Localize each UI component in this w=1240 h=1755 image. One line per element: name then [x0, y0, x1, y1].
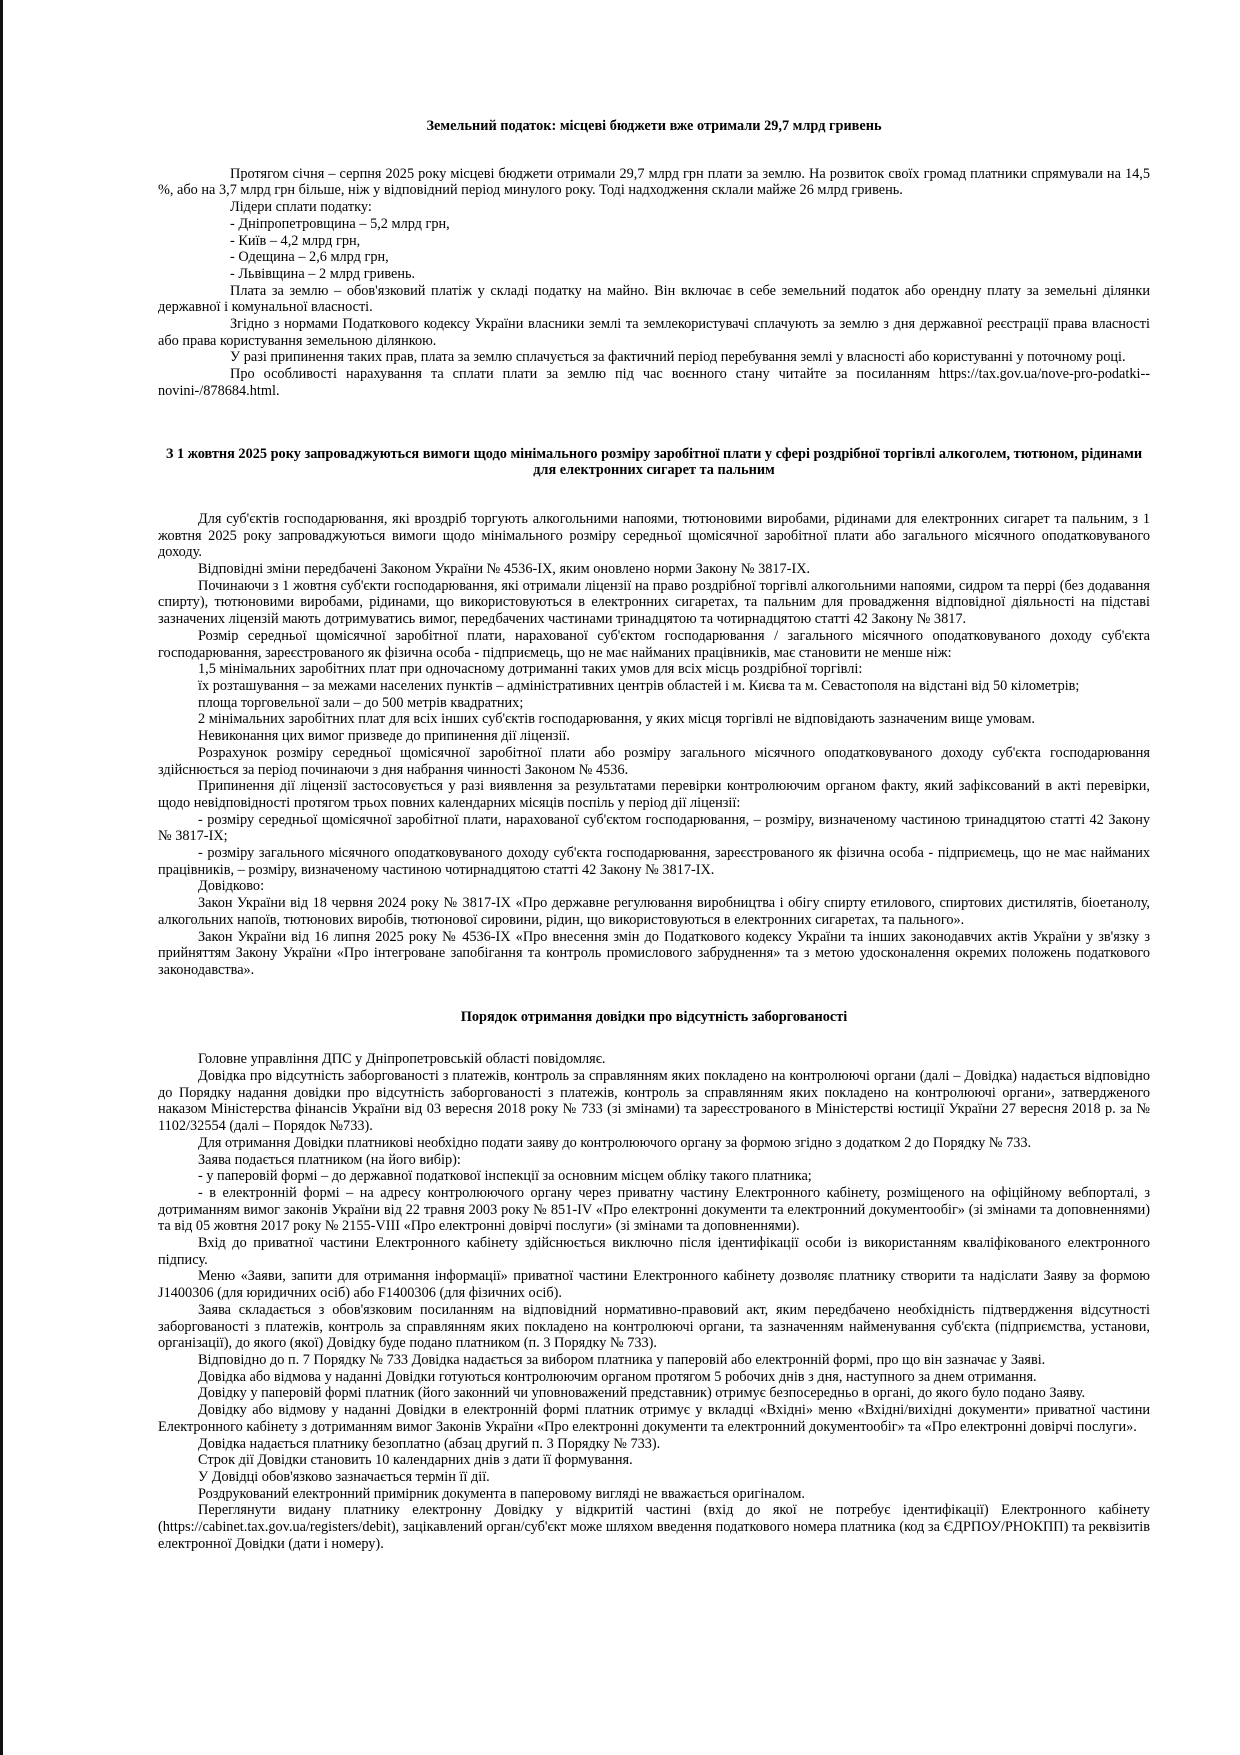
- paragraph: Головне управління ДПС у Дніпропетровській області повідомляє.: [198, 1051, 606, 1068]
- paragraph: Довідка про відсутність заборгованості з платежів, контроль за справлянням яких покладено на контролюючі органи (далі – Довідка) надається відповідно до Порядку надання довідки про відсутність заборгованості з платежів, контроль за справлянням яких покладено на контролюючі органи», затвердженого наказом Міністерства фінансів України від 03 вересня 2018 року № 733 (зі змінами) та зареєстрованого в Міністерстві юстиції України 27 вересня 2018 р. за № 1102/32554 (далі – Порядок №733).: [158, 1068, 1150, 1135]
- paragraph: - Київ – 4,2 млрд грн,: [230, 232, 361, 249]
- paragraph: Починаючи з 1 жовтня суб'єкти господарювання, які отримали ліцензії на право роздрібної торгівлі алкогольними напоями, сидром та перрі (без додавання спирту), тютюновими виробами, рідинами, що використовуються в електронних сигаретах, та пальним для провадження відповідної діяльності на підставі зазначених ліцензій мають дотримуватись вимог, передбачених частинами тринадцятою та чотирнадцятою статті 42 Закону № 3817.: [158, 577, 1150, 628]
- paragraph: У разі припинення таких прав, плата за землю сплачується за фактичний період перебування землі у власності або користуванні у поточному році.: [230, 349, 1126, 366]
- paragraph: У Довідці обов'язково зазначається термін її дії.: [198, 1468, 490, 1485]
- paragraph: Роздрукований електронний примірник документа в паперовому вигляді не вважається оригіналом.: [198, 1485, 805, 1502]
- paragraph: Переглянути видану платнику електронну Довідку у відкритій частині (вхід до якої не потребує ідентифікації) Електронного кабінету (https://cabinet.tax.gov.ua/registers/debit), зацікавлений орган/суб'єкт може шляхом введення податкового номера платника (код за ЄДРПОУ/РНОКПП) та реквізитів електронної Довідки (дати і номеру).: [158, 1502, 1150, 1552]
- paragraph: Плата за землю – обов'язковий платіж у складі податку на майно. Він включає в себе земельний податок або орендну плату за земельні ділянки державної і комунальної власності.: [158, 282, 1150, 316]
- paragraph: Згідно з нормами Податкового кодексу України власники землі та землекористувачі сплачують за землю з дня державної реєстрації права власності або права користування земельною ділянкою.: [158, 316, 1150, 349]
- paragraph: Довідково:: [198, 878, 265, 895]
- paragraph: - в електронній формі – на адресу контролюючого органу через приватну частину Електронного кабінету, розміщеного на офіційному вебпорталі, з дотриманням вимог законів України від 22 травня 2003 року № 851-IV «Про електронні документи та електронний документообіг» (зі змінами та доповненнями) та від 05 жовтня 2017 року № 2155-VIII «Про електронні довірчі послуги» (зі змінами та доповненнями).: [158, 1184, 1150, 1235]
- section-min-wage-requirements: [158, 446, 1150, 979]
- paragraph: Довідку у паперовій формі платник (його законний чи уповноважений представник) отримує безпосередньо в органі, до якого було подано Заяву.: [198, 1385, 1086, 1402]
- paragraph: - Львівщина – 2 млрд гривень.: [230, 265, 416, 282]
- paragraph: їх розташування – за межами населених пунктів – адміністративних центрів областей і м. Києва та м. Севастополя на відстані від 50 кілометрів;: [198, 677, 1080, 694]
- paragraph: Заява подається платником (на його вибір):: [198, 1151, 461, 1168]
- paragraph: Закон України від 16 липня 2025 року № 4536-IX «Про внесення змін до Податкового кодексу України та інших законодавчих актів України у зв'язку з прийняттям Закону України «Про інтегроване запобігання та контроль промислового забруднення» та з метою удосконалення окремих положень податкового законодавства».: [158, 928, 1150, 978]
- paragraph: 2 мінімальних заробітних плат для всіх інших суб'єктів господарювання, у яких місця торгівлі не відповідають зазначеним вище умовам.: [198, 711, 1035, 728]
- paragraph: Припинення дії ліцензії застосовується у разі виявлення за результатами перевірки контролюючим органом факту, який зафіксований в акті перевірки, щодо невідповідності протягом трьох повних календарних місяців поспіль у період дії ліцензії:: [158, 778, 1150, 811]
- section-title-land-tax: Земельний податок: місцеві бюджети вже отримали 29,7 млрд гривень: [426, 118, 882, 134]
- paragraph: - у паперовій формі – до державної податкової інспекції за основним місцем обліку такого платника;: [198, 1168, 812, 1185]
- paragraph: 1,5 мінімальних заробітних плат при одночасному дотриманні таких умов для всіх місць роздрібної торгівлі:: [198, 661, 863, 678]
- section-title-debt-certificate: Порядок отримання довідки про відсутність заборгованості: [460, 1008, 848, 1025]
- paragraph: Заява складається з обов'язковим посиланням на відповідний нормативно-правовий акт, яким передбачено необхідність підтвердження відсутності заборгованості з платежів, контроль за справлянням яких покладено на контролюючі органи, та зазначенням найменування суб'єкта (підприємства, установи, організації), до якого (якої) Довідку буде подано платником (п. 3 Порядку № 733).: [158, 1301, 1150, 1352]
- paragraph: Лідери сплати податку:: [230, 199, 372, 216]
- paragraph: Строк дії Довідки становить 10 календарних днів з дати її формування.: [198, 1452, 633, 1469]
- paragraph: Довідку або відмову у наданні Довідки в електронній формі платник отримує у вкладці «Вхідні» меню «Вхідні/вихідні документи» приватної частини Електронного кабінету з дотриманням вимог Законів України «Про електронні документи та електронний документообіг» та «Про електронні довірчі послуги».: [158, 1402, 1150, 1435]
- paragraph: Розрахунок розміру середньої щомісячної заробітної плати або розміру загального місячного оподатковуваного доходу суб'єкта господарювання здійснюється за період починаючи з дня набрання чинності Законом № 4536.: [158, 744, 1150, 778]
- paragraph: Закон України від 18 червня 2024 року № 3817-IX «Про державне регулювання виробництва і обігу спирту етилового, спиртових дистилятів, біоетанолу, алкогольних напоїв, тютюнових виробів, тютюнової сировини, рідин, що використовуються в електронних сигаретах, та пального».: [158, 895, 1150, 928]
- paragraph: Відповідно до п. 7 Порядку № 733 Довідка надається за вибором платника у паперовій або електронній формі, про що він зазначає у Заяві.: [198, 1352, 1046, 1368]
- paragraph: - розміру загального місячного оподатковуваного доходу суб'єкта господарювання, зареєстрованого як фізична особа - підприємець, що не має найманих працівників, – розміру, визначеному частиною чотирнадцятою статті 42 Закону № 3817-IX.: [158, 845, 1150, 878]
- section-title-min-wage-requirements: З 1 жовтня 2025 року запроваджуються вимоги щодо мінімального розміру заробітної плати у сфері роздрібної торгівлі алкоголем, тютюном, рідинами для електронних сигарет та пальним: [165, 445, 1143, 479]
- paragraph: Довідка або відмова у наданні Довідки готуються контролюючим органом протягом 5 робочих днів з дня, наступного за днем отримання.: [198, 1368, 1037, 1385]
- paragraph: Меню «Заяви, запити для отримання інформації» приватної частини Електронного кабінету дозволяє платнику створити та надіслати Заяву за формою J1400306 (для юридичних осіб) або F1400306 (для фізичних осіб).: [158, 1268, 1150, 1302]
- section-min-wage-paragraphs: [158, 511, 1150, 979]
- paragraph: Для суб'єктів господарювання, які вроздріб торгують алкогольними напоями, тютюновими виробами, рідинами для електронних сигарет та пальним, з 1 жовтня 2025 року запроваджуються вимоги щодо мінімального розміру середньої щомісячної заробітної плати або загального місячного оподатковуваного доходу.: [158, 510, 1150, 561]
- paragraph: - Дніпропетровщина – 5,2 млрд грн,: [230, 215, 450, 232]
- paragraph: Невиконання цих вимог призведе до припинення дії ліцензії.: [198, 728, 570, 745]
- paragraph: Довідка надається платнику безоплатно (абзац другий п. 3 Порядку № 733).: [198, 1435, 661, 1452]
- paragraph: - розміру середньої щомісячної заробітної плати, нарахованої суб'єктом господарювання, – розміру, визначеному частиною тринадцятою статті 42 Закону № 3817-IX;: [158, 811, 1150, 845]
- paragraph: Відповідні зміни передбачені Законом України № 4536-IX, яким оновлено норми Закону № 3817-IX.: [198, 561, 811, 578]
- section-debt-certificate: [158, 1009, 1150, 1553]
- paragraph: Вхід до приватної частини Електронного кабінету здійснюється виключно після ідентифікації особи із використанням кваліфікованого електронного підпису.: [158, 1235, 1150, 1268]
- paragraph: Протягом січня – серпня 2025 року місцеві бюджети отримали 29,7 млрд грн плати за землю. На розвиток своїх громад платники спрямували на 14,5 %, або на 3,7 млрд грн більше, ніж у відповідний період минулого року. Тоді надходження склали майже 26 млрд гривень.: [158, 165, 1150, 199]
- paragraph: Розмір середньої щомісячної заробітної плати, нарахованої суб'єктом господарювання / загального місячного оподатковуваного доходу суб'єкта господарювання, зареєстрованого як фізична особа - підприємець, що не має найманих працівників, має становити не менше ніж:: [158, 627, 1150, 661]
- section-land-tax: [158, 118, 1150, 400]
- section-debt-certificate-paragraphs: [158, 1051, 1150, 1552]
- document-content: [158, 118, 1150, 1552]
- paragraph: площа торговельної зали – до 500 метрів квадратних;: [198, 694, 524, 711]
- paragraph: - Одещина – 2,6 млрд грн,: [230, 249, 389, 266]
- paragraph: Про особливості нарахування та сплати плати за землю під час воєнного стану читайте за посиланням https://tax.gov.ua/nove-pro-podatki--novini-/878684.html.: [158, 366, 1150, 399]
- section-land-tax-paragraphs: [158, 166, 1150, 400]
- paragraph: Для отримання Довідки платникові необхідно подати заяву до контролюючого органу за формою згідно з додатком 2 до Порядку № 733.: [198, 1134, 1032, 1151]
